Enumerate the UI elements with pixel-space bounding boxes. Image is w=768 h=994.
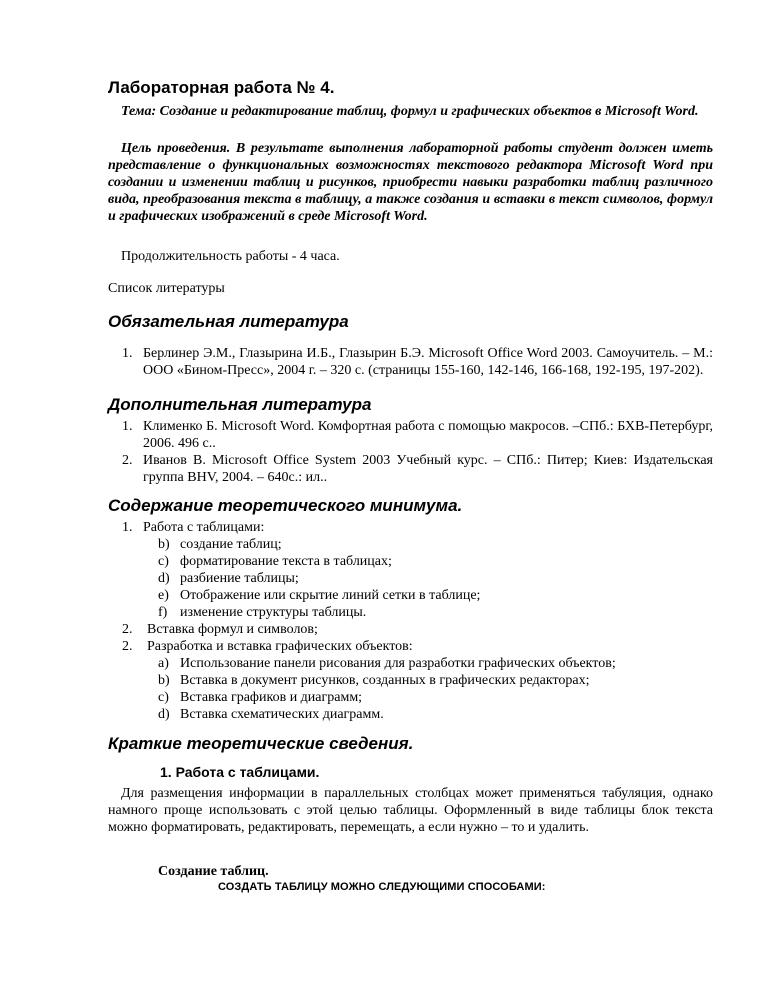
literature-label: Список литературы	[108, 281, 225, 296]
methods-caption: СОЗДАТЬ ТАБЛИЦУ МОЖНО СЛЕДУЮЩИМИ СПОСОБАМИ:	[218, 881, 546, 893]
list-item: Вставка схематических диаграмм.	[180, 707, 384, 722]
list-item: Иванов В. Microsoft Office System 2003 Учебный курс. – СПб.: Питер; Киев: Издательская группа BHV, 2004. – 640с.: ил..	[143, 453, 713, 485]
list-item: Работа с таблицами:	[143, 520, 265, 535]
section-paragraph: Для размещения информации в параллельных столбцах может применяться табуляция, однако намного проще использовать с этой целью таблицы. Оформленный в виде таблицы блок текста можно форматировать, редактировать, перемещать, а если нужно – то и удалить.	[108, 786, 713, 835]
page-title: Лабораторная работа № 4.	[108, 78, 335, 97]
list-item: Клименко Б. Microsoft Word. Комфортная работа с помощью макросов. –СПб.: БХВ-Петербург, 2006. 496 с..	[143, 419, 713, 451]
list-number: d)	[158, 571, 170, 586]
list-item: Берлинер Э.М., Глазырина И.Б., Глазырин Б.Э. Microsoft Office Word 2003. Самоучитель. – М.: ООО «Бином-Пресс», 2004 г. – 320 с. (страницы 155-160, 142-146, 166-168, 192-195, 197-202).	[143, 346, 713, 378]
list-number: 2.	[122, 622, 133, 637]
list-item: разбиение таблицы;	[180, 571, 299, 586]
topic-paragraph: Тема: Создание и редактирование таблиц, формул и графических объектов в Microsoft Word.	[121, 104, 699, 119]
list-number: e)	[158, 588, 169, 603]
list-number: b)	[158, 537, 170, 552]
list-number: 2.	[122, 453, 133, 468]
list-item: изменение структуры таблицы.	[180, 605, 367, 620]
list-number: 1.	[122, 520, 133, 535]
list-number: 2.	[122, 639, 133, 654]
list-item: Разработка и вставка графических объектов:	[147, 639, 413, 654]
list-number: 1.	[122, 346, 133, 361]
list-item: Вставка в документ рисунков, созданных в графических редакторах;	[180, 673, 590, 688]
list-item: Использование панели рисования для разработки графических объектов;	[180, 656, 616, 671]
additional-literature-heading: Дополнительная литература	[108, 395, 372, 414]
list-number: d)	[158, 707, 170, 722]
contents-heading: Содержание теоретического минимума.	[108, 496, 463, 515]
list-item: форматирование текста в таблицах;	[180, 554, 392, 569]
list-item: Вставка графиков и диаграмм;	[180, 690, 363, 705]
subsection-title: Создание таблиц.	[158, 864, 269, 879]
list-number: c)	[158, 554, 169, 569]
list-item: Вставка формул и символов;	[147, 622, 318, 637]
required-literature-heading: Обязательная литература	[108, 312, 349, 331]
section-title: 1. Работа с таблицами.	[160, 764, 320, 780]
theory-heading: Краткие теоретические сведения.	[108, 734, 414, 753]
list-item: создание таблиц;	[180, 537, 282, 552]
list-number: 1.	[122, 419, 133, 434]
goal-paragraph: Цель проведения. В результате выполнения лабораторной работы студент должен иметь представление о функциональных возможностях текстового редактора Microsoft Word при создании и изменении таблиц и рисунков, приобрести навыки разработки таблиц различного вида, преобразования текста в таблицу, а также создания и вставки в текст символов, формул и графических изображений в среде Microsoft Word.	[108, 141, 713, 224]
duration-text: Продолжительность работы - 4 часа.	[121, 249, 340, 264]
list-number: b)	[158, 673, 170, 688]
list-item: Отображение или скрытие линий сетки в таблице;	[180, 588, 481, 603]
list-number: c)	[158, 690, 169, 705]
list-number: f)	[158, 605, 168, 620]
list-number: a)	[158, 656, 169, 671]
